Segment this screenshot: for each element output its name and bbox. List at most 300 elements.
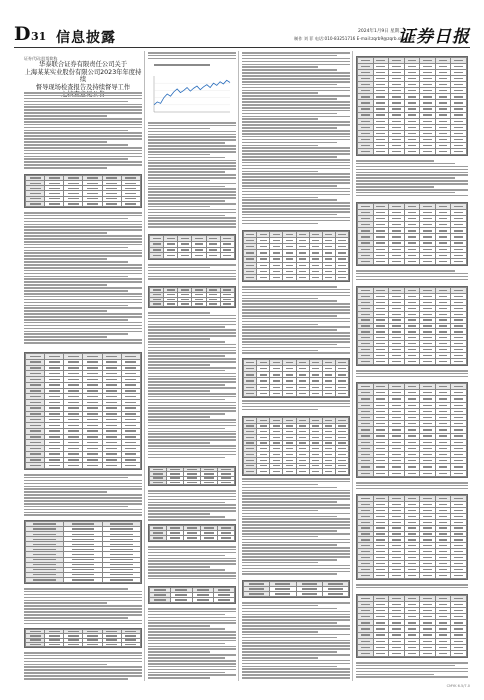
table-cell [220,302,234,307]
table-cell [389,148,405,154]
body-text [356,482,468,492]
text-line [148,490,236,492]
text-line [242,197,318,199]
text-line [356,169,468,171]
text-line [242,487,337,489]
text-line [24,215,142,217]
text-line [356,488,468,490]
table-cell [244,390,257,396]
text-line [242,309,350,311]
table-cell [150,480,167,484]
table-cell [404,148,420,154]
text-line [148,425,236,427]
body-text [356,270,468,284]
table-cell [358,258,374,264]
text-line [24,474,142,476]
text-line [242,162,350,164]
text-line [24,235,142,237]
text-line [24,608,142,610]
table-cell [358,359,374,365]
text-line [242,341,350,343]
text-line [242,168,350,170]
text-line [148,122,236,124]
text-line [148,646,236,648]
data-table [24,174,142,208]
table-cell [213,598,234,603]
text-line [148,433,236,435]
text-line [24,252,142,254]
text-line [242,150,350,152]
text-line [242,484,318,486]
text-line [242,605,318,607]
body-text [242,400,350,414]
text-line [242,324,318,326]
table-cell [192,302,206,307]
text-line [242,116,350,118]
text-line [148,396,236,398]
text-line [242,616,350,618]
text-line [148,370,225,372]
text-line [24,226,142,228]
text-line [148,625,210,627]
text-line [24,491,107,493]
stock-price-line-chart [146,72,234,118]
data-table [356,494,468,580]
text-line [242,185,337,187]
text-line [24,255,142,257]
text-line [148,405,236,407]
text-line [242,318,350,320]
text-line [24,506,128,508]
text-line [242,142,337,144]
text-line [24,503,142,505]
text-line [242,298,318,300]
text-line [148,270,236,272]
text-line [242,645,350,647]
text-line [24,313,142,315]
text-line [148,402,236,404]
text-line [24,276,128,278]
text-line [24,112,142,114]
text-line [242,524,350,526]
table-cell [150,253,164,259]
table-cell [435,470,451,476]
text-line [24,588,128,590]
text-line [242,145,318,147]
text-line [24,486,142,488]
text-line [242,660,350,662]
table-cell [296,274,309,280]
text-line [242,611,350,613]
text-line [24,310,107,312]
text-line [148,200,225,202]
text-line [356,270,455,272]
body-text [148,52,236,62]
text-line [242,637,337,639]
text-line [24,666,142,668]
table-cell [83,642,102,646]
table-cell [184,536,201,541]
text-line [148,614,225,616]
text-line [242,651,337,653]
text-line [242,66,318,68]
text-line [242,674,350,676]
table-cell [283,469,296,475]
text-line [242,101,350,103]
text-line [24,241,142,243]
text-line [242,205,350,207]
table-cell [270,469,283,475]
data-table [356,56,468,156]
text-line [356,192,455,194]
text-line [148,637,236,639]
text-line [148,622,236,624]
text-line [24,512,142,514]
text-line [148,350,236,352]
table-cell [283,390,296,396]
body-text [242,602,350,682]
text-line [148,552,236,554]
text-line [242,663,350,665]
text-line [148,264,236,266]
text-line [24,611,142,613]
table-cell [435,650,451,656]
table-cell [164,253,178,259]
text-line [242,533,350,535]
text-line [242,147,350,149]
table-cell [296,390,309,396]
text-line [242,510,318,512]
table-cell [26,577,64,582]
text-line [242,553,350,555]
text-line [24,319,128,321]
text-line [148,52,236,54]
body-text [148,546,236,582]
text-line [24,261,128,263]
text-line [242,654,350,656]
table-cell [451,258,467,264]
text-line [242,677,350,679]
text-line [242,409,318,411]
text-line [242,556,350,558]
text-line [242,602,350,604]
text-line [24,307,142,309]
text-line [24,477,128,479]
table-cell [270,592,296,597]
text-line [148,513,210,515]
text-line [148,502,225,504]
body-text [148,608,236,682]
text-line [148,171,225,173]
text-line [24,118,142,120]
text-line [148,617,236,619]
text-line [242,562,318,564]
text-line [242,347,350,349]
stock-code-kicker: 证券代码:股票简称 [24,56,58,61]
text-line [356,186,434,188]
data-table [356,382,468,478]
table-cell [389,572,405,578]
masthead-rule [14,47,470,48]
text-line [148,378,236,380]
text-line [242,550,350,552]
text-line [242,118,318,120]
text-line [148,384,225,386]
text-line [24,147,142,149]
text-line [24,244,142,246]
text-line [356,674,434,676]
text-line [24,623,142,625]
text-line [24,267,142,269]
text-line [24,591,142,593]
text-line [242,98,337,100]
section-title: 信息披露 [56,30,116,46]
table-cell [322,274,335,280]
text-line [242,478,350,480]
text-line [148,651,210,653]
text-line [24,652,142,654]
table-cell [206,253,220,259]
table-cell [218,480,235,484]
text-line [148,58,236,60]
text-line [242,628,350,630]
text-line [148,136,236,138]
text-line [148,206,210,208]
text-line [242,220,350,222]
text-line [148,344,236,346]
text-line [24,305,128,307]
text-line [356,163,455,165]
table-cell [335,390,348,396]
text-line [148,326,225,328]
table-cell [451,650,467,656]
text-line [148,183,236,185]
text-line [148,361,236,363]
text-line [242,300,337,302]
text-line [242,312,350,314]
text-line [242,539,350,541]
text-line [148,419,236,421]
table-cell [309,390,322,396]
table-cell [358,470,374,476]
text-line [148,174,236,176]
text-line [148,134,236,136]
text-line [148,428,225,430]
text-line [24,106,142,108]
text-line [148,569,225,571]
text-line [242,87,350,89]
table-cell [451,359,467,365]
text-line [148,321,236,323]
data-table [24,352,142,470]
text-line [148,341,225,343]
issue-date: 2024年1月9日 星期二 [358,29,404,34]
table-cell [244,469,257,475]
column-divider [352,51,353,681]
text-line [148,448,236,450]
table-cell [435,148,451,154]
text-line [242,176,350,178]
text-line [148,628,225,630]
text-line [148,188,236,190]
table-cell [121,201,140,206]
text-line [148,315,236,317]
data-table [24,520,142,584]
text-line [148,387,236,389]
text-line [148,493,236,495]
text-line [242,571,350,573]
table-cell [335,469,348,475]
text-line [24,212,142,214]
text-line [242,72,350,74]
table-cell [389,258,405,264]
text-line [148,312,210,314]
table-cell [358,148,374,154]
text-line [242,214,337,216]
text-line [148,186,225,188]
table-cell [102,577,140,582]
text-line [148,575,236,577]
text-line [24,336,107,338]
text-line [148,439,236,441]
text-line [148,148,236,150]
data-table [24,628,142,648]
text-line [24,270,142,272]
chart-axes [154,76,230,112]
data-table [148,234,236,260]
table-cell [201,480,218,484]
text-line [148,451,236,453]
text-line [148,367,236,369]
text-line [242,513,350,515]
text-line [24,483,142,485]
text-line [242,492,350,494]
text-line [148,519,236,521]
section-letter: D [14,23,31,45]
table-cell [373,359,389,365]
text-line [148,139,236,141]
text-line [242,286,337,288]
text-line [24,497,142,499]
text-line [24,325,142,327]
text-line [356,195,468,197]
text-line [148,165,236,167]
text-line [148,355,225,357]
text-line [242,568,350,570]
text-line [148,278,236,280]
text-line [356,166,468,168]
text-line [242,634,350,636]
newspaper-logo: 证券日报 [398,27,470,47]
text-line [24,144,128,146]
text-line [148,442,210,444]
text-line [148,352,236,354]
table-cell [309,274,322,280]
text-line [242,642,350,644]
text-line [242,648,350,650]
text-line [242,530,337,532]
text-line [148,410,236,412]
text-line [148,335,236,337]
text-line [242,61,350,63]
table-cell [420,572,436,578]
text-line [24,614,142,616]
text-line [24,316,142,318]
text-line [148,131,236,133]
text-line [24,655,142,657]
body-text [356,370,468,380]
table-cell [167,480,184,484]
text-line [242,498,350,500]
body-text [356,584,468,592]
text-line [242,481,350,483]
text-line [148,223,236,225]
body-text [242,52,350,228]
table-cell [373,258,389,264]
table-cell [184,480,201,484]
text-line [148,566,210,568]
text-line [24,273,142,275]
text-line [24,339,142,341]
text-line [148,399,225,401]
table-cell [451,572,467,578]
text-line [148,643,225,645]
text-line [24,121,142,123]
table-cell [64,463,83,469]
text-line [242,521,350,523]
table-cell [435,258,451,264]
table-cell [404,650,420,656]
text-line [242,191,350,193]
body-text [356,160,468,200]
text-line [24,594,142,596]
text-line [242,110,350,112]
data-table [242,580,350,598]
table-cell [206,302,220,307]
table-cell [435,572,451,578]
table-cell [373,572,389,578]
text-line [356,662,468,664]
text-line [24,514,142,516]
text-line [24,328,142,330]
text-line [356,584,468,586]
text-line [148,560,236,562]
body-text [24,474,142,518]
table-cell [102,463,121,469]
table-cell [121,642,140,646]
text-line [148,154,210,156]
text-line [356,482,468,484]
data-table [242,416,350,476]
text-line [24,101,128,103]
text-line [148,660,236,662]
section-number: 31 [31,30,47,43]
text-line [24,620,142,622]
body-text [356,662,468,682]
text-line [242,217,350,219]
text-line [356,671,468,673]
text-line [24,331,142,333]
text-line [148,657,225,659]
table-cell [420,258,436,264]
text-line [148,338,210,340]
table-cell [451,470,467,476]
text-line [24,138,142,140]
text-line [242,671,350,673]
body-text [24,212,142,348]
text-line [242,495,350,497]
text-line [148,555,225,557]
